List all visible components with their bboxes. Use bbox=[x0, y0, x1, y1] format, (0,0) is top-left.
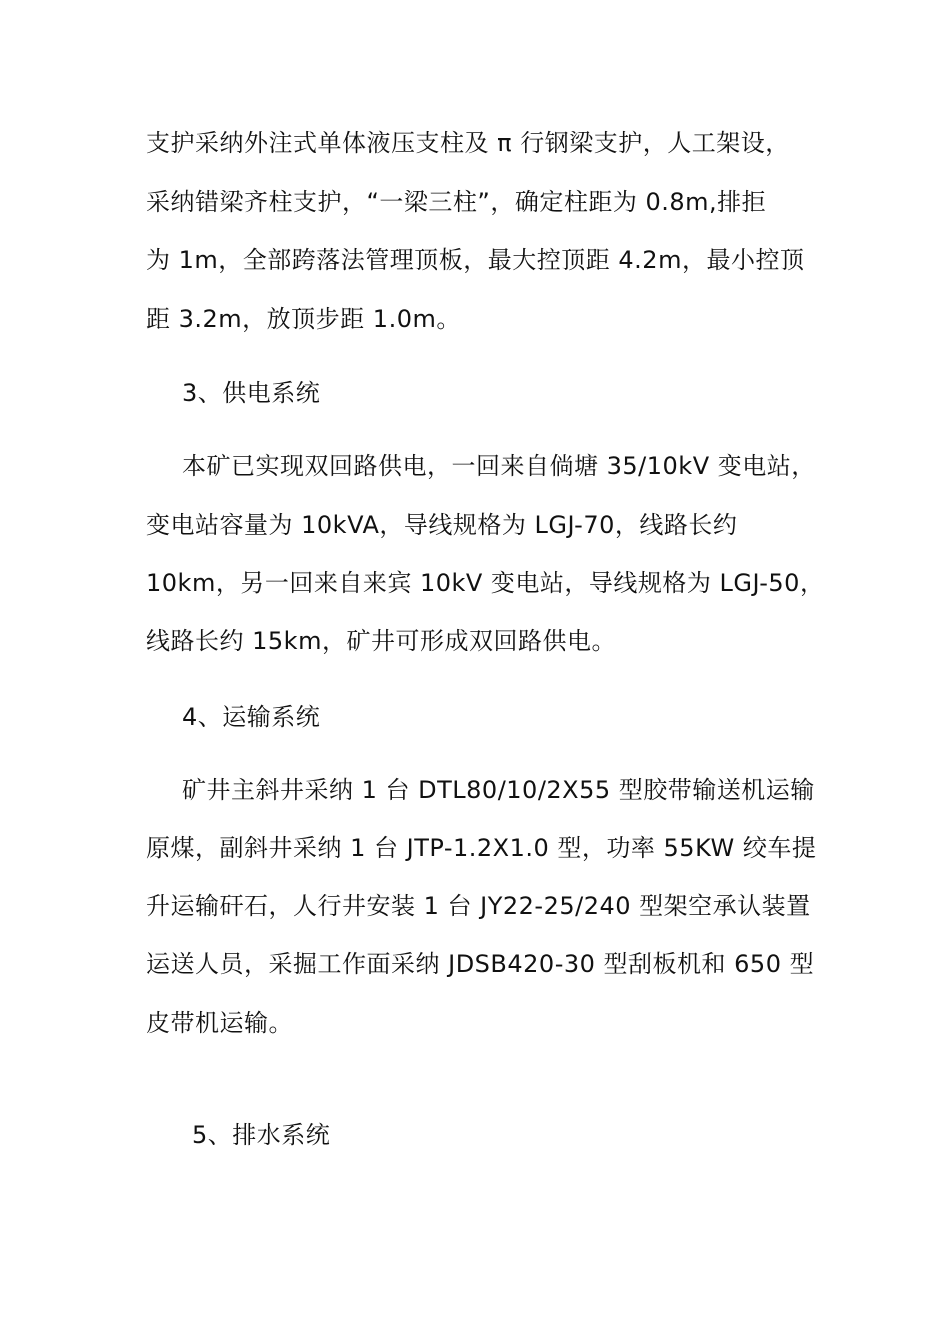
paragraph-power-line-3: 10km，另一回来自来宾 10kV 变电站，导线规格为 LGJ-50， bbox=[146, 569, 825, 597]
section-heading-power-supply: 3、供电系统 bbox=[182, 379, 321, 407]
paragraph-transport-line-4: 运送人员，采掘工作面采纳 JDSB420-30 型刮板机和 650 型 bbox=[146, 950, 815, 978]
paragraph-support-line-2: 采纳错梁齐柱支护，“一梁三柱”，确定柱距为 0.8m,排拒 bbox=[146, 188, 767, 216]
paragraph-power-line-2: 变电站容量为 10kVA，导线规格为 LGJ-70，线路长约 bbox=[146, 511, 738, 539]
paragraph-transport-line-5: 皮带机运输。 bbox=[146, 1009, 293, 1037]
paragraph-support-line-3: 为 1m，全部跨落法管理顶板，最大控顶距 4.2m，最小控顶 bbox=[146, 246, 805, 274]
paragraph-power-line-4: 线路长约 15km，矿井可形成双回路供电。 bbox=[146, 627, 616, 655]
paragraph-power-line-1: 本矿已实现双回路供电，一回来自倘塘 35/10kV 变电站， bbox=[182, 452, 816, 480]
paragraph-support-line-1: 支护采纳外注式单体液压支柱及 π 行钢梁支护，人工架设， bbox=[146, 129, 790, 157]
paragraph-support-line-4: 距 3.2m，放顶步距 1.0m。 bbox=[146, 305, 461, 333]
section-heading-transport: 4、运输系统 bbox=[182, 703, 321, 731]
paragraph-transport-line-2: 原煤，副斜井采纳 1 台 JTP-1.2X1.0 型，功率 55KW 绞车提 bbox=[146, 834, 817, 862]
paragraph-transport-line-3: 升运输矸石，人行井安装 1 台 JY22-25/240 型架空承认装置 bbox=[146, 892, 811, 920]
section-heading-drainage: 5、排水系统 bbox=[192, 1121, 331, 1149]
paragraph-transport-line-1: 矿井主斜井采纳 1 台 DTL80/10/2X55 型胶带输送机运输 bbox=[182, 776, 815, 804]
